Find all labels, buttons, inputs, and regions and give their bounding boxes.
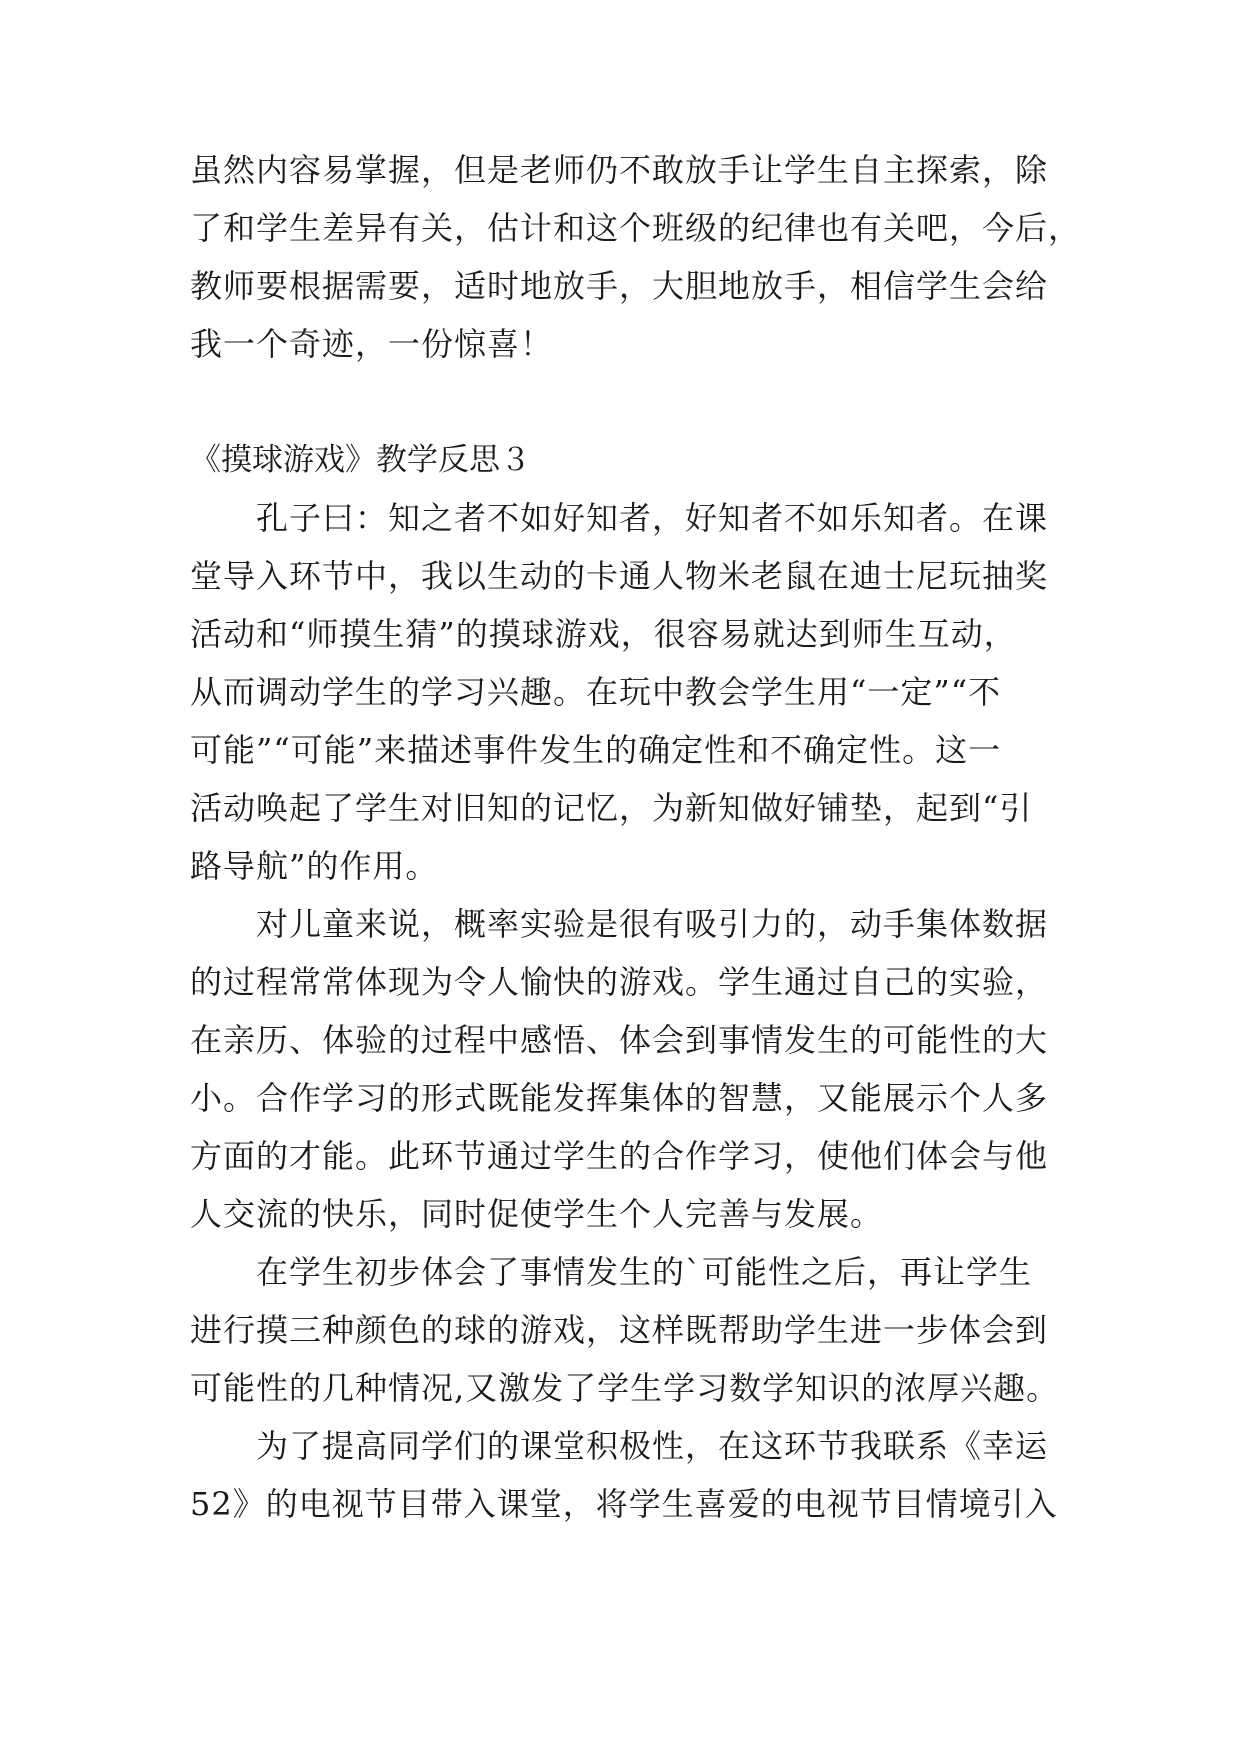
text-line: 进行摸三种颜色的球的游戏，这样既帮助学生进一步体会到: [190, 1311, 1049, 1349]
text-line: 在亲历、体验的过程中感悟、体会到事情发生的可能性的大: [190, 1021, 1049, 1059]
text-line: 堂导入环节中，我以生动的卡通人物米老鼠在迪士尼玩抽奖: [190, 557, 1049, 595]
text-line: 虽然内容易掌握，但是老师仍不敢放手让学生自主探索，除: [190, 151, 1049, 189]
text-line: 从而调动学生的学习兴趣。在玩中教会学生用“一定”“不: [190, 673, 1002, 711]
text-line: 方面的才能。此环节通过学生的合作学习，使他们体会与他: [190, 1137, 1049, 1175]
text-line: 人交流的快乐，同时促使学生个人完善与发展。: [190, 1195, 884, 1233]
text-line: 的过程常常体现为令人愉快的游戏。学生通过自己的实验，: [190, 963, 1049, 1001]
text-line: 活动和“师摸生猜”的摸球游戏，很容易就达到师生互动，: [190, 615, 1017, 653]
text-line: 可能性的几种情况,又激发了学生学习数学知识的浓厚兴趣。: [190, 1369, 1060, 1407]
text-line: 52》的电视节目带入课堂，将学生喜爱的电视节目情境引入: [190, 1485, 1058, 1523]
text-line: 活动唤起了学生对旧知的记忆，为新知做好铺垫，起到“引: [190, 789, 1033, 827]
text-line: 我一个奇迹，一份惊喜！: [190, 325, 554, 363]
section-heading: 《摸球游戏》教学反思３: [190, 442, 531, 478]
text-line: 小。合作学习的形式既能发挥集体的智慧，又能展示个人多: [190, 1079, 1049, 1117]
text-line: 路导航”的作用。: [190, 847, 439, 885]
text-line: 在学生初步体会了事情发生的`可能性之后，再让学生: [190, 1253, 1033, 1291]
text-line: 可能”“可能”来描述事件发生的确定性和不确定性。这一: [190, 731, 1002, 769]
text-line: 了和学生差异有关，估计和这个班级的纪律也有关吧，今后，: [190, 209, 1082, 247]
text-line: 孔子曰：知之者不如好知者，好知者不如乐知者。在课: [190, 499, 1049, 537]
text-line: 为了提高同学们的课堂积极性，在这环节我联系《幸运: [190, 1427, 1049, 1465]
text-line: 教师要根据需要，适时地放手，大胆地放手，相信学生会给: [190, 267, 1049, 305]
text-line: 对儿童来说，概率实验是很有吸引力的，动手集体数据: [190, 905, 1049, 943]
